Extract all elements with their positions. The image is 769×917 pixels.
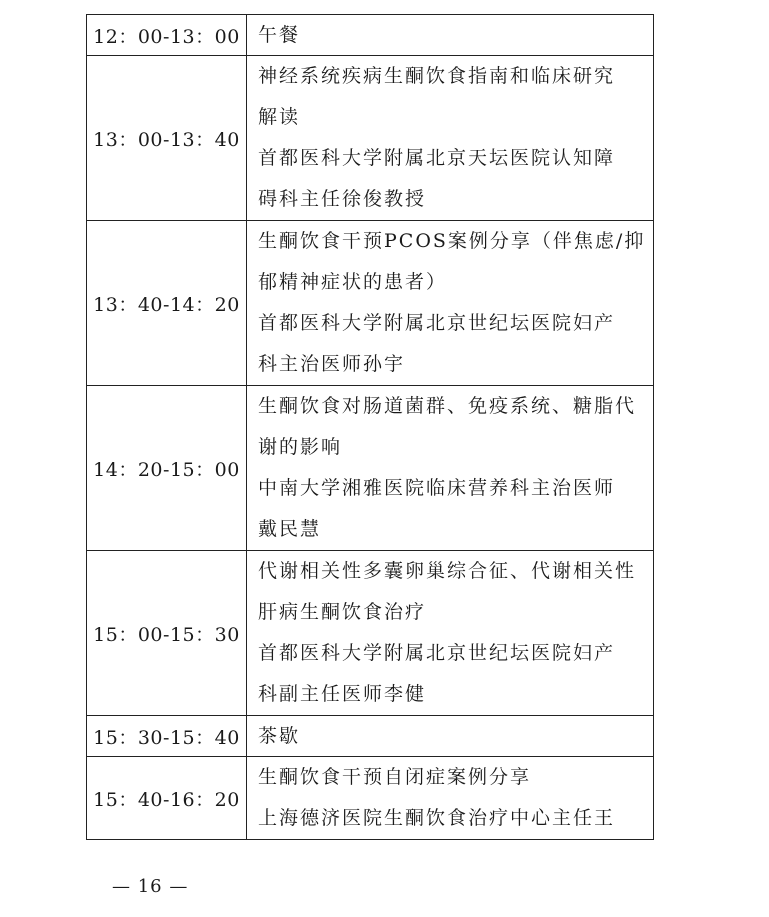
content-cell — [247, 386, 654, 551]
content-cell — [247, 757, 654, 840]
time-cell: 13：00-13：40 — [87, 56, 247, 221]
content-line: 中南大学湘雅医院临床营养科主治医师 — [258, 477, 616, 499]
content-cell — [247, 15, 654, 56]
time-cell: 14：20-15：00 — [87, 386, 247, 551]
content-line: 首都医科大学附属北京世纪坛医院妇产 — [258, 642, 616, 664]
content-line: 午餐 — [258, 24, 301, 46]
schedule-row-tea-break — [87, 716, 654, 757]
content-line: 谢的影响 — [258, 436, 343, 458]
content-line: 神经系统疾病生酮饮食指南和临床研究 — [258, 65, 616, 87]
content-line: 科主治医师孙宇 — [258, 353, 406, 375]
content-line: 碍科主任徐俊教授 — [258, 188, 427, 210]
schedule-row — [87, 221, 654, 386]
content-line: 科副主任医师李健 — [258, 683, 427, 705]
content-line: 生酮饮食干预PCOS案例分享（伴焦虑/抑 — [258, 230, 646, 252]
content-line: 代谢相关性多囊卵巢综合征、代谢相关性 — [258, 560, 637, 582]
time-cell: 15：40-16：20 — [87, 757, 247, 840]
time-cell: 12：00-13：00 — [87, 15, 247, 56]
content-line: 生酮饮食对肠道菌群、免疫系统、糖脂代 — [258, 395, 637, 417]
time-cell: 15：30-15：40 — [87, 716, 247, 757]
content-cell — [247, 716, 654, 757]
schedule-row — [87, 757, 654, 840]
content-line: 肝病生酮饮食治疗 — [258, 601, 427, 623]
content-line: 首都医科大学附属北京世纪坛医院妇产 — [258, 312, 616, 334]
content-line: 戴民慧 — [258, 518, 322, 540]
content-cell — [247, 56, 654, 221]
content-line: 上海德济医院生酮饮食治疗中心主任王 — [258, 807, 616, 829]
content-cell — [247, 221, 654, 386]
time-cell: 15：00-15：30 — [87, 551, 247, 716]
schedule-row — [87, 386, 654, 551]
content-line: 茶歇 — [258, 725, 301, 747]
schedule-row — [87, 56, 654, 221]
time-cell: 13：40-14：20 — [87, 221, 247, 386]
content-line: 解读 — [258, 106, 301, 128]
schedule-table — [86, 14, 654, 840]
content-line: 首都医科大学附属北京天坛医院认知障 — [258, 147, 616, 169]
schedule-row — [87, 551, 654, 716]
content-line: 生酮饮食干预自闭症案例分享 — [258, 766, 532, 788]
content-line: 郁精神症状的患者） — [258, 271, 448, 293]
schedule-row-lunch — [87, 15, 654, 56]
content-cell — [247, 551, 654, 716]
page-number: — 16 — — [112, 876, 189, 897]
